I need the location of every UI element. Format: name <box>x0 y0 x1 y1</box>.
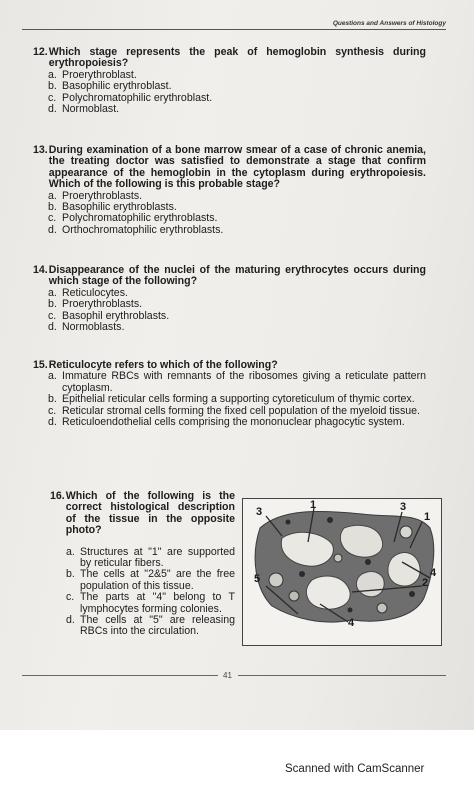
question-stem: Reticulocyte refers to which of the following? <box>48 359 278 371</box>
option-a: a. Immature RBCs with remnants of the ribosomes giving a reticulate pattern cytoplasm. <box>48 370 426 394</box>
figure-label-3-left: 3 <box>256 506 263 518</box>
option-b: b. The cells at "2&5" are the free population of this tissue. <box>66 568 235 592</box>
option-d: d. Normoblasts. <box>48 321 125 334</box>
option-b: b. Basophilic erythroblasts. <box>48 201 177 214</box>
option-d: d. Reticuloendothelial cells comprising the mononuclear phagocytic system. <box>48 416 405 429</box>
question-stem: Which of the following is the correct histological description of the tissue in the opposite photo? <box>65 490 235 537</box>
figure-label-1-right: 1 <box>424 511 431 523</box>
running-header: Questions and Answers of Histology <box>332 20 446 27</box>
question-16 <box>50 491 235 638</box>
question-stem: Which stage represents the peak of hemoglobin synthesis during erythropoiesis? <box>48 46 426 70</box>
figure-label-2: 2 <box>422 577 429 589</box>
question-stem: Disappearance of the nuclei of the maturing erythrocytes occurs during which stage of the following? <box>48 264 426 288</box>
question-14 <box>33 265 426 333</box>
figure-label-1-left: 1 <box>310 499 317 511</box>
question-12 <box>33 47 426 115</box>
option-c: c. The parts at "4" belong to T lymphocytes forming colonies. <box>66 591 235 615</box>
footer-rule-right <box>238 675 446 676</box>
question-13 <box>33 145 426 236</box>
figure-label-5: 5 <box>254 573 261 585</box>
figure-label-4-right: 4 <box>430 567 437 579</box>
figure-label-3-right: 3 <box>400 501 407 513</box>
option-c: c. Polychromatophilic erythroblast. <box>48 91 213 104</box>
question-number: 12. <box>33 46 48 58</box>
option-c: c. Polychromatophilic erythroblasts. <box>48 212 218 225</box>
header-rule <box>22 29 446 30</box>
page-number: 41 <box>223 671 232 680</box>
option-a: a. Proerythroblasts. <box>48 189 143 202</box>
histology-figure <box>242 498 442 646</box>
option-c: c. Reticular stromal cells forming the fixed cell population of the myeloid tissue. <box>48 404 420 417</box>
option-c: c. Basophil erythroblasts. <box>48 309 170 322</box>
option-a: a. Reticulocytes. <box>48 286 128 299</box>
question-number: 13. <box>33 144 48 156</box>
figure-label-4-bottom: 4 <box>348 617 355 629</box>
question-number: 15. <box>33 359 48 371</box>
option-a: a. Structures at "1" are supported by reticular fibers. <box>66 545 235 570</box>
question-15 <box>33 360 426 428</box>
question-number: 16. <box>50 490 65 502</box>
question-number: 14. <box>33 264 48 276</box>
option-b: b. Basophilic erythroblast. <box>48 80 172 93</box>
option-a: a. Proerythroblast. <box>48 68 137 81</box>
question-stem: During examination of a bone marrow smear of a case of chronic anemia, the treating doctor was satisfied to demonstrate a stage that confirm appearance of the hemoglobin in the cytoplasm during erythropoiesis. Which of the following is this probable stage? <box>48 144 426 191</box>
option-d: d. Orthochromatophilic erythroblasts. <box>48 223 224 236</box>
option-b: b. Epithelial reticular cells forming a supporting cytoreticulum of thymic cortex. <box>48 393 415 406</box>
option-d: d. Normoblast. <box>48 103 120 116</box>
option-d: d. The cells at "5" are releasing RBCs into the circulation. <box>66 614 235 638</box>
option-b: b. Proerythroblasts. <box>48 298 143 311</box>
footer-rule-left <box>22 675 218 676</box>
scanner-watermark: Scanned with CamScanner <box>285 763 425 775</box>
